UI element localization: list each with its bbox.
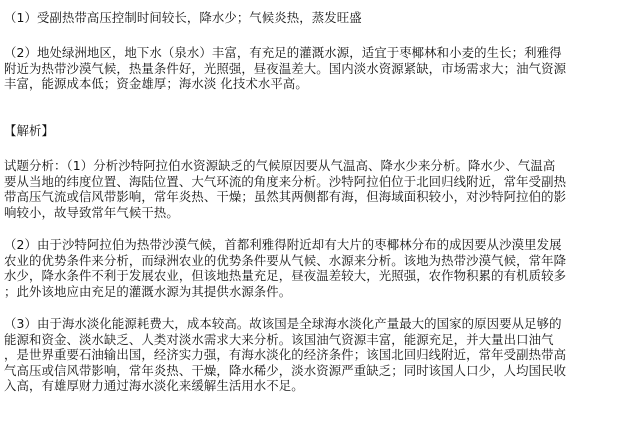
text-line: （2）由于沙特阿拉伯为热带沙漠气候，首都利雅得附近却有大片的枣椰林分布的成因要从沙漠里发展: [4, 237, 562, 252]
text-line: 入高，有雄厚财力通过海水淡化来缓解生活用水不足。: [4, 378, 304, 394]
answer-part-2: [4, 45, 628, 92]
text-line: 气高压或信风带影响，常年炎热、干燥，降水稀少，淡水资源严重缺乏；同时该国人口少，人均国民收: [4, 362, 567, 378]
heading-text: 【解析】: [4, 123, 54, 138]
text-line: 水少，降水条件不利于发展农业，但该地热量充足，昼夜温差较大，光照强，农作物积累的有机质较多: [4, 268, 567, 284]
analysis-heading: [4, 123, 628, 139]
text-line: （3）由于海水淡化能源耗费大，成本较高。故该国是全球海水淡化产量最大的国家的原因要从足够的: [4, 316, 562, 331]
text-line: 带高压气流或信风带影响，常年炎热、干燥；虽然其两侧都有海，但海域面积较小，对沙特阿拉伯的影: [4, 189, 567, 205]
text-line: 丰富，能源成本低；资金雄厚；海水淡 化技术水平高。: [4, 76, 308, 92]
text-line: 农业的优势条件来分析，而绿洲农业的优势条件要从气候、水源来分析。该地为热带沙漠气候，常年降: [4, 252, 567, 268]
text-line: ，是世界重要石油输出国，经济实力强，有海水淡化的经济条件；该国北回归线附近，常年受副热带高: [4, 347, 567, 363]
text-line: 能源和资金、淡水缺乏、人类对淡水需求大来分析。该国油气资源丰富，能源充足，并大量出口油气: [4, 331, 554, 347]
analysis-part-1: [4, 158, 628, 220]
text-line: （1）受副热带高压控制时间较长，降水少；气候炎热，蒸发旺盛: [4, 10, 362, 25]
text-line: （2）地处绿洲地区，地下水（泉水）丰富，有充足的灌溉水源，适宜于枣椰林和小麦的生长；利雅得: [4, 45, 562, 60]
text-line: 试题分析：（1）分析沙特阿拉伯水资源缺乏的气候原因要从气温高、降水少来分析。降水少、气温高: [4, 158, 556, 173]
text-line: 响较小，故导致常年气候干热。: [4, 204, 179, 220]
text-line: 要从当地的纬度位置、海陆位置、大气环流的角度来分析。沙特阿拉伯位于北回归线附近，常年受副热: [4, 173, 567, 189]
answer-part-1: [4, 10, 628, 26]
analysis-part-2: [4, 237, 628, 299]
text-line: 附近为热带沙漠气候，热量条件好，光照强，昼夜温差大。国内淡水资源紧缺，市场需求大；油气资源: [4, 60, 567, 76]
analysis-part-3: [4, 316, 628, 394]
text-line: ；此外该地应由充足的灌溉水源为其提供水源条件。: [4, 283, 292, 299]
